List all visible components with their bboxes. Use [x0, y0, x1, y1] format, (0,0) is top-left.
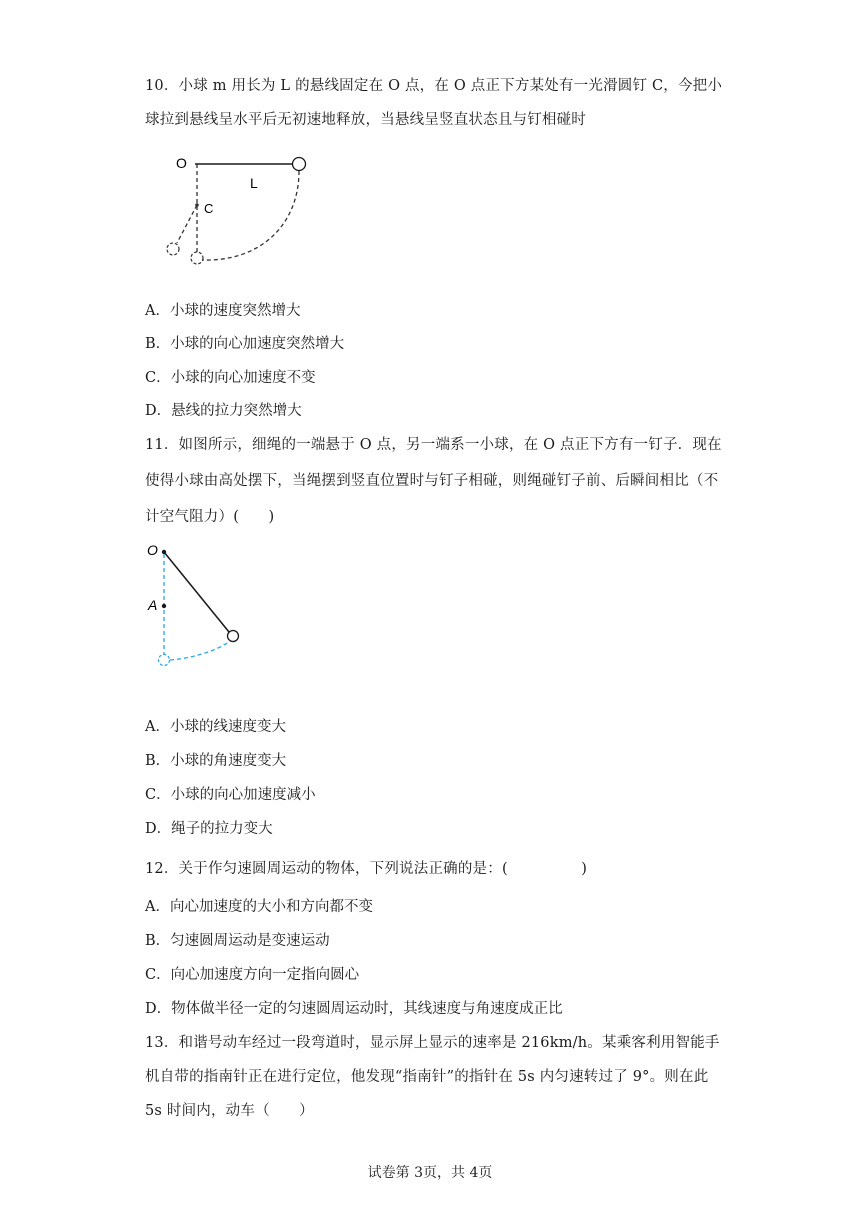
- q10-option-d: D．悬线的拉力突然增大: [145, 403, 302, 419]
- q12-option-b: B．匀速圆周运动是变速运动: [145, 933, 330, 949]
- page-footer: 试卷第 3页，共 4页: [367, 1165, 493, 1181]
- q10-label-l: L: [250, 175, 258, 191]
- q10-option-c: C．小球的向心加速度不变: [145, 370, 316, 386]
- q11-nail-a: [162, 604, 166, 608]
- q13-stem-line-2: 机自带的指南针正在进行定位，他发现“指南针”的指针在 5s 内匀速转过了 9°。则在此: [145, 1069, 709, 1085]
- q12-option-d: D．物体做半径一定的匀速圆周运动时，其线速度与角速度成正比: [145, 1001, 563, 1017]
- q11-label-o: O: [147, 542, 158, 558]
- q13-stem-line-3: 5s 时间内，动车（ ）: [145, 1103, 314, 1119]
- q10-label-o: O: [176, 155, 187, 171]
- q10-ball-start: [293, 158, 306, 171]
- q11-stem-line-2: 使得小球由高处摆下，当绳摆到竖直位置时与钉子相碰，则绳碰钉子前、后瞬间相比（不: [145, 473, 719, 489]
- q13-stem-line-1: 13．和谐号动车经过一段弯道时，显示屏上显示的速率是 216km/h。某乘客利用智能手: [145, 1035, 720, 1051]
- q11-stem-line-3: 计空气阻力）( ): [145, 509, 275, 525]
- q11-option-b: B．小球的角速度变大: [145, 753, 287, 769]
- q12-option-c: C．向心加速度方向一定指向圆心: [145, 967, 360, 983]
- q11-pendulum-figure: [140, 538, 250, 673]
- q12-option-a: A．向心加速度的大小和方向都不变: [145, 899, 373, 915]
- q10-label-c: C: [204, 201, 214, 216]
- q11-option-c: C．小球的向心加速度减小: [145, 787, 316, 803]
- q10-stem-line-1: 10．小球 m 用长为 L 的悬线固定在 O 点，在 O 点正下方某处有一光滑圆钉 C，今把小: [145, 78, 723, 94]
- q11-ball: [228, 631, 239, 642]
- q10-option-a: A．小球的速度突然增大: [145, 303, 301, 319]
- q11-stem-line-1: 11．如图所示，细绳的一端悬于 O 点，另一端系一小球，在 O 点正下方有一钉子．现在: [145, 437, 722, 453]
- q11-label-a: A: [148, 597, 158, 613]
- q11-option-d: D．绳子的拉力变大: [145, 821, 273, 837]
- q10-stem-line-2: 球拉到悬线呈水平后无初速地释放，当悬线呈竖直状态且与钉相碰时: [145, 112, 586, 128]
- q10-pendulum-figure: [160, 150, 320, 270]
- q11-option-a: A．小球的线速度变大: [145, 719, 286, 735]
- q12-stem-line-1: 12．关于作匀速圆周运动的物体，下列说法正确的是：( ): [145, 861, 588, 877]
- q10-option-b: B．小球的向心加速度突然增大: [145, 336, 345, 352]
